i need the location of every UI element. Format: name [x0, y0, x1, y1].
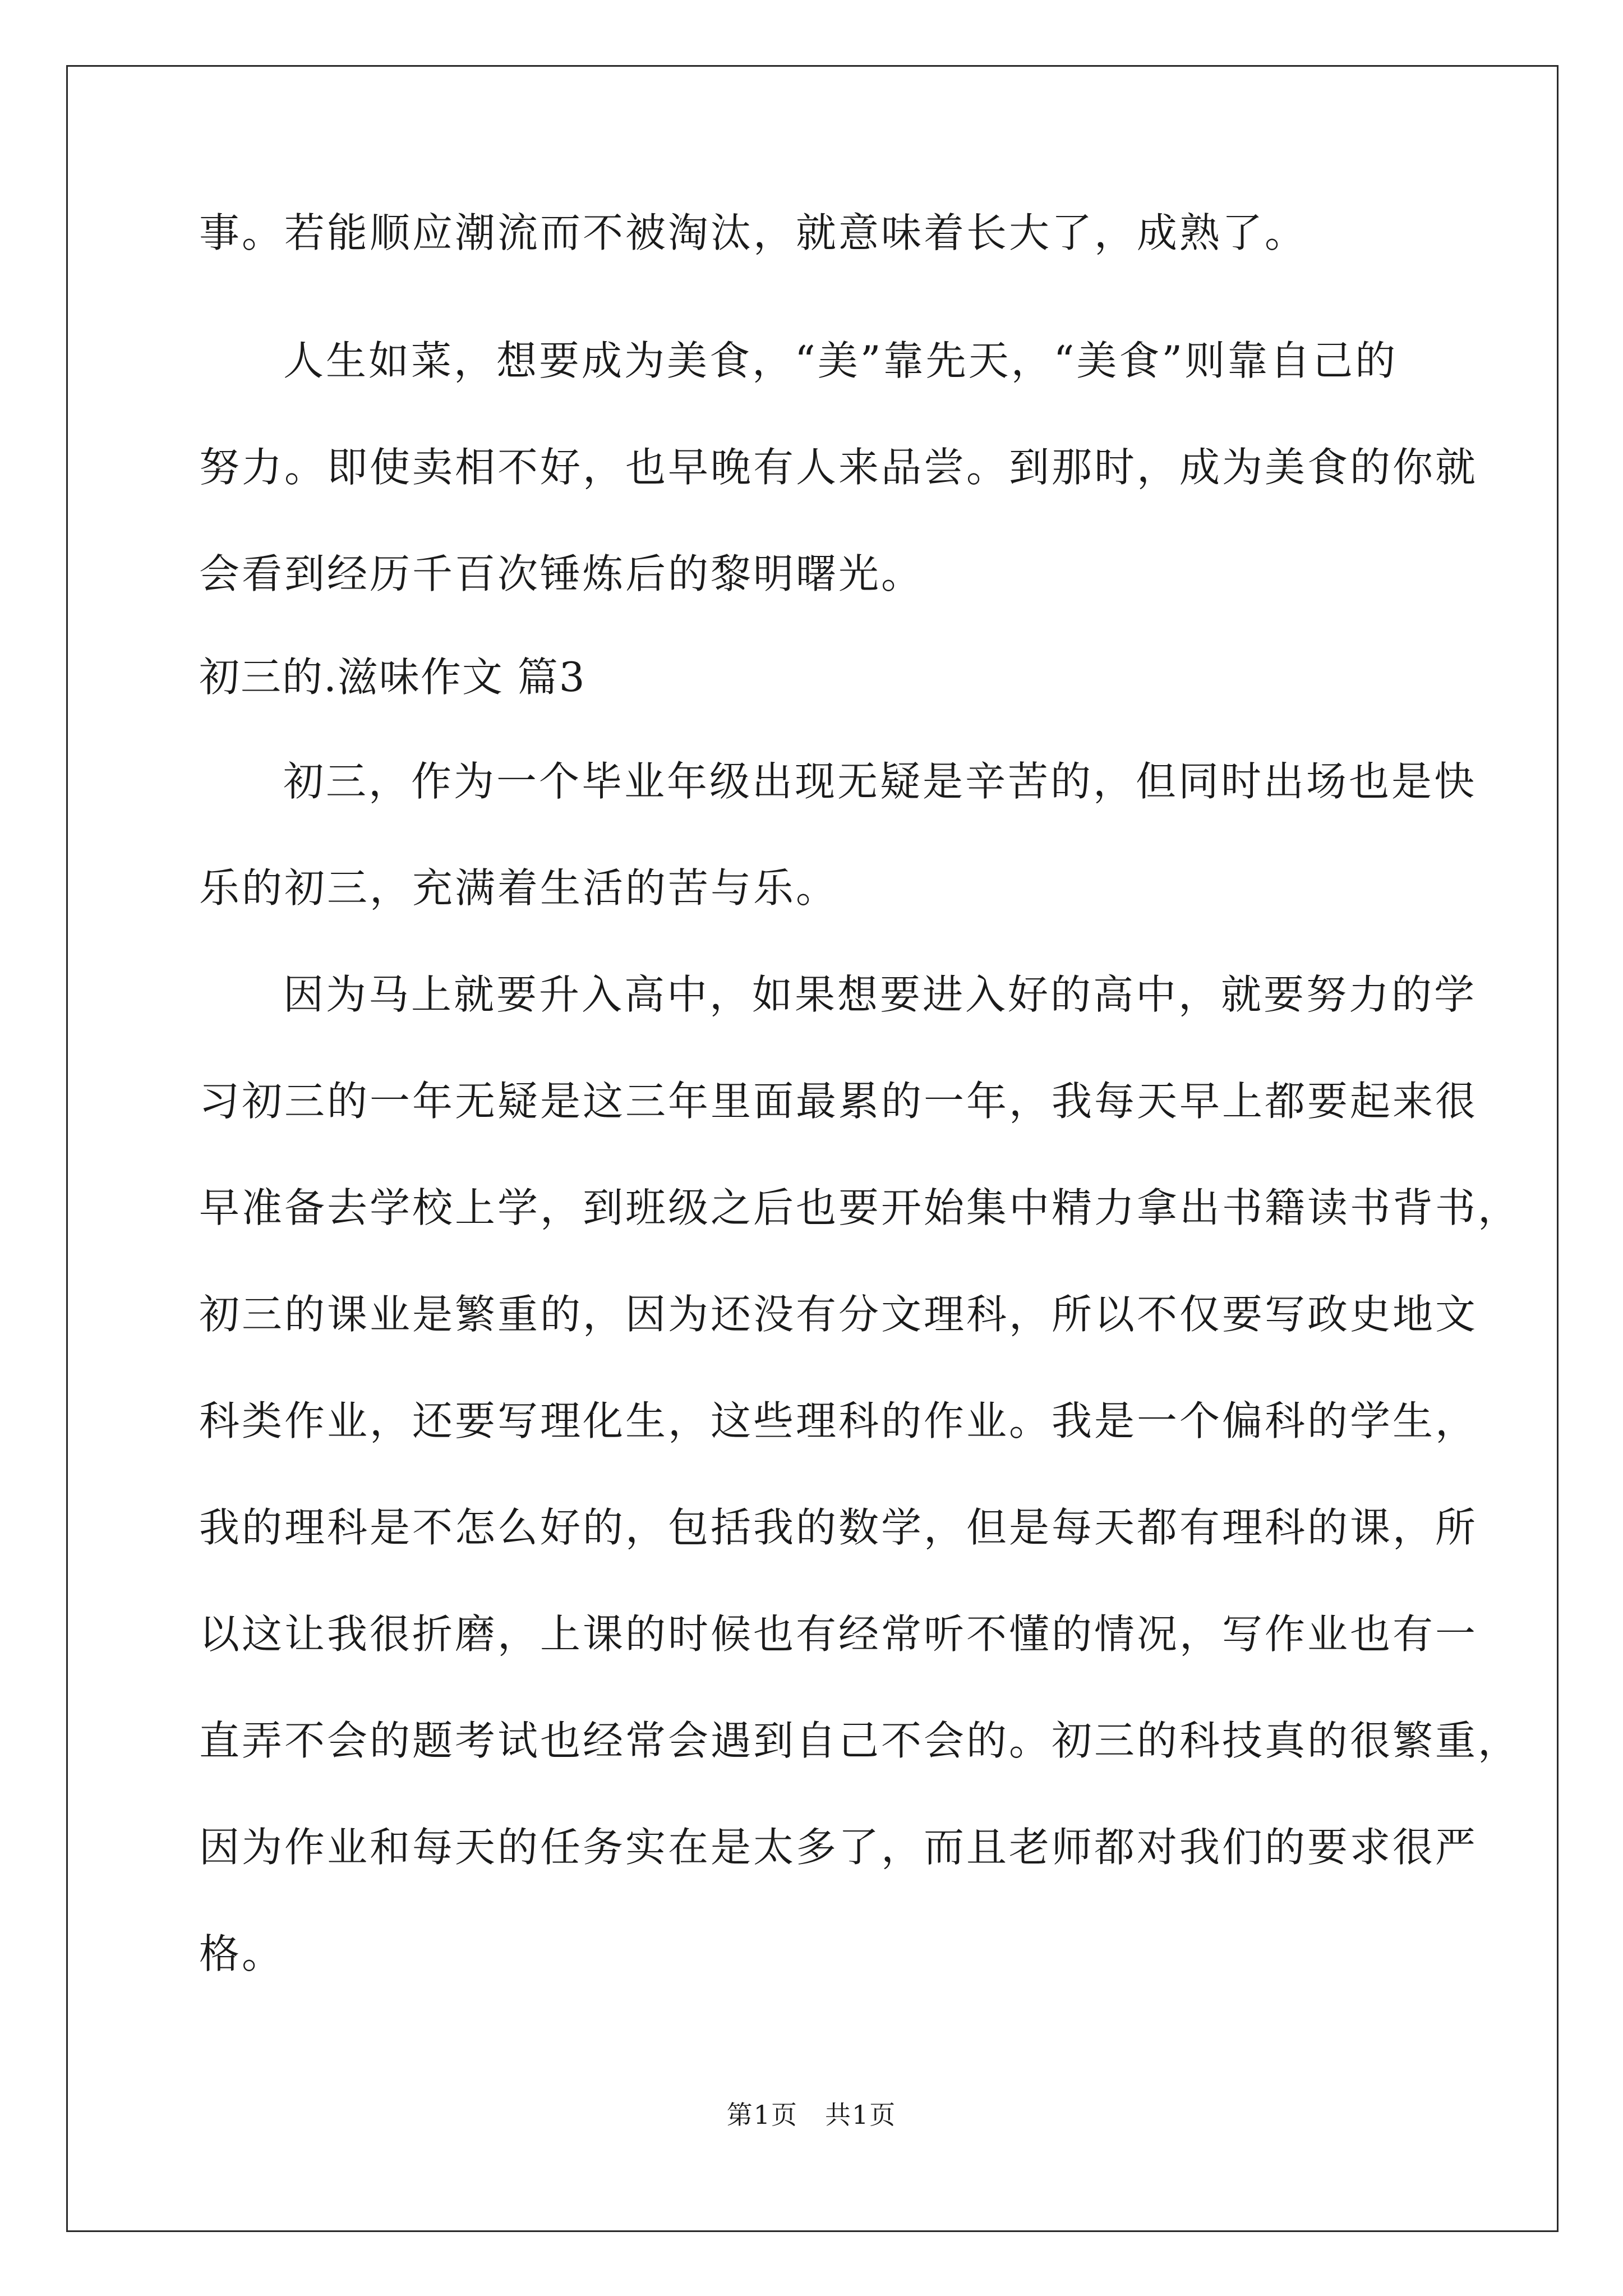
page-number-footer: 第1页 共1页: [726, 2100, 897, 2130]
paragraph-line: 人生如菜，想要成为美食，“美”靠先天，“美食”则靠自己的: [283, 337, 1398, 384]
paragraph-line: 会看到经历千百次锤炼后的黎明曙光。: [199, 550, 924, 597]
paragraph-line: 格。: [199, 1930, 285, 1977]
paragraph-line: 初三的课业是繁重的，因为还没有分文理科，所以不仅要写政史地文: [199, 1291, 1478, 1338]
paragraph-line: 因为马上就要升入高中，如果想要进入好的高中，就要努力的学: [283, 971, 1477, 1018]
paragraph-line: 我的理科是不怎么好的，包括我的数学，但是每天都有理科的课，所: [199, 1504, 1478, 1551]
paragraph-line: 努力。即使卖相不好，也早晚有人来品尝。到那时，成为美食的你就: [199, 444, 1478, 491]
paragraph-line: 以这让我很折磨，上课的时候也有经常听不懂的情况，写作业也有一: [199, 1611, 1478, 1658]
paragraph-line: 初三，作为一个毕业年级出现无疑是辛苦的，但同时出场也是快: [283, 758, 1477, 805]
paragraph-line: 事。若能顺应潮流而不被淘汰，就意味着长大了，成熟了。: [199, 209, 1308, 256]
paragraph-line: 科类作业，还要写理化生，这些理科的作业。我是一个偏科的学生，: [199, 1397, 1478, 1444]
paragraph-line: 早准备去学校上学，到班级之后也要开始集中精力拿出书籍读书背书，: [199, 1184, 1521, 1231]
section-heading: 初三的.滋味作文 篇3: [199, 654, 586, 701]
paragraph-line: 因为作业和每天的任务实在是太多了，而且老师都对我们的要求很严: [199, 1824, 1478, 1871]
paragraph-line: 习初三的一年无疑是这三年里面最累的一年，我每天早上都要起来很: [199, 1078, 1478, 1125]
page-frame: [66, 65, 1559, 2232]
paragraph-line: 乐的初三，充满着生活的苦与乐。: [199, 864, 839, 912]
paragraph-line: 直弄不会的题考试也经常会遇到自己不会的。初三的科技真的很繁重，: [199, 1717, 1521, 1764]
